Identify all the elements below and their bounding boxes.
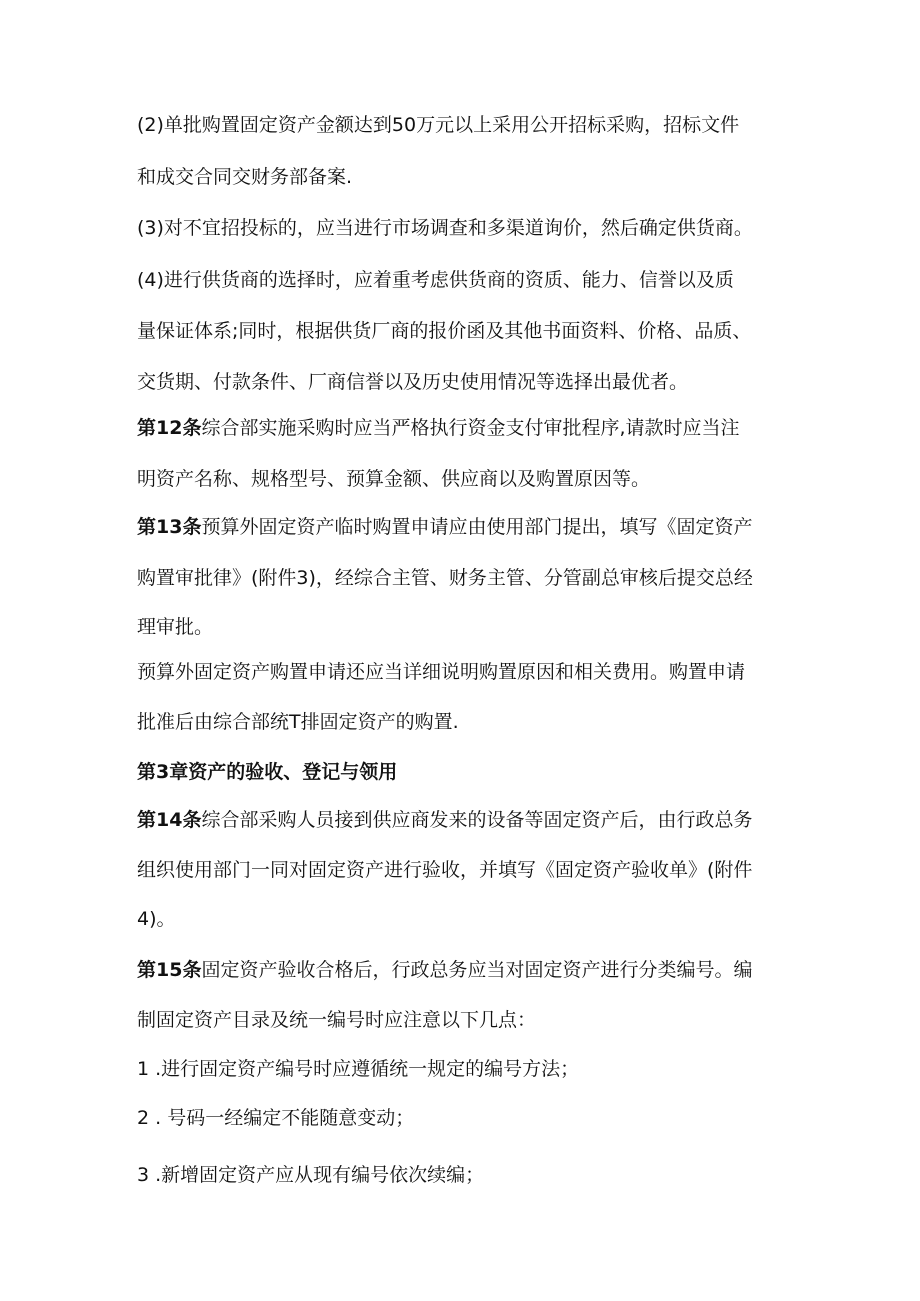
line-text: 固定资产验收合格后，行政总务应当对固定资产进行分类编号。编 [201,959,753,981]
paragraph-line [137,468,650,490]
line-text: 明资产名称、规格型号、预算金额、供应商以及购置原因等。 [137,468,651,490]
line-text: 组织使用部门一同对固定资产进行验收，并填写《固定资产验收单》(附件 [137,859,753,881]
paragraph-line [137,711,459,733]
paragraph-line [137,516,752,538]
article-number: 第15条 [137,959,202,981]
line-text: 综合部实施采购时应当严格执行资金支付审批程序,请款时应当注 [201,417,740,439]
paragraph-line [137,371,688,393]
paragraph-line [137,320,751,342]
paragraph-line [137,908,176,930]
line-text: 预算外固定资产购置申请还应当详细说明购置原因和相关费用。购置申请 [137,661,746,683]
chapter-heading: 第3章资产的验收、登记与领用 [137,761,398,783]
line-text: 2 . 号码一经编定不能随意变动； [137,1107,415,1129]
paragraph-line [137,1164,484,1186]
paragraph-line [137,661,745,683]
line-text: 1 .进行固定资产编号时应遵循统一规定的编号方法； [137,1058,580,1080]
line-text: 理审批。 [137,616,214,638]
line-text: (2)单批购置固定资产金额达到50万元以上采用公开招标采购，招标文件 [137,114,740,136]
line-text: 交货期、付款条件、厂商信誉以及历史使用情况等选择出最优者。 [137,371,689,393]
paragraph-line [137,114,739,136]
line-text: 购置审批律》(附件3)，经综合主管、财务主管、分管副总审核后提交总经 [137,567,753,589]
line-text: 综合部采购人员接到供应商发来的设备等固定资产后，由行政总务 [201,809,753,831]
paragraph-line [137,217,753,239]
line-text: 量保证体系;同时，根据供货厂商的报价函及其他书面资料、价格、品质、 [137,320,752,342]
article-number: 第12条 [137,417,202,439]
line-text: 制固定资产目录及统一编号时应注意以下几点： [137,1009,537,1031]
paragraph-line [137,269,734,291]
paragraph-line [137,616,213,638]
line-text: 预算外固定资产临时购置申请应由使用部门提出，填写《固定资产 [201,516,753,538]
line-text: (3)对不宜招投标的，应当进行市场调查和多渠道询价，然后确定供货商。 [137,217,753,239]
line-text: (4)进行供货商的选择时，应着重考虑供货商的资质、能力、信誉以及质 [137,269,734,291]
paragraph-line [137,1009,536,1031]
line-text: 4)。 [137,908,176,930]
paragraph-line [137,809,752,831]
paragraph-line [137,859,752,881]
paragraph-line [137,567,753,589]
paragraph-line [137,1107,414,1129]
article-number: 第13条 [137,516,202,538]
line-text: 批准后由综合部统T排固定资产的购置. [137,711,459,733]
paragraph-line [137,959,752,981]
paragraph-line [137,417,740,439]
line-text: 3 .新增固定资产应从现有编号依次续编； [137,1164,485,1186]
paragraph-line [137,166,352,188]
article-number: 第14条 [137,809,202,831]
paragraph-line [137,1058,579,1080]
line-text: 和成交合同交财务部备案. [137,166,353,188]
